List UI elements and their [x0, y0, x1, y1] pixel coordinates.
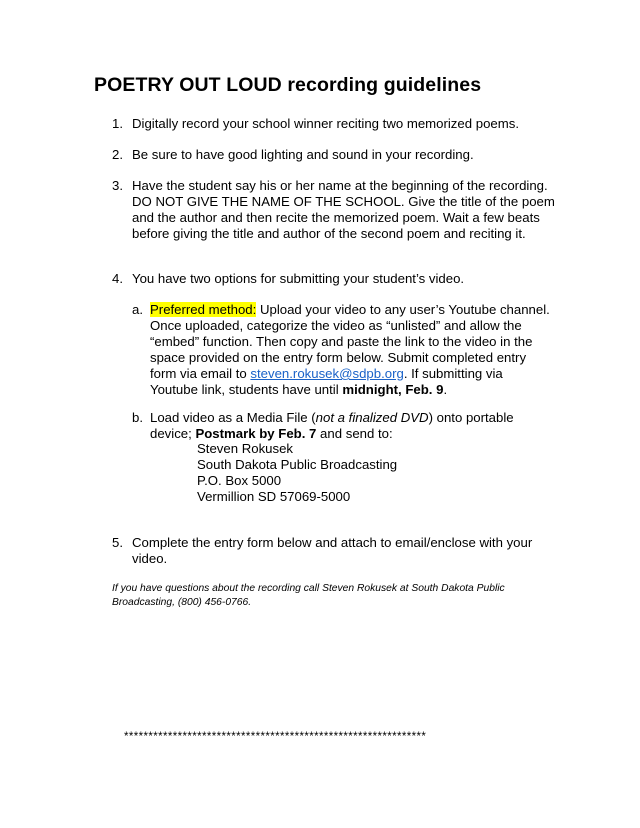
list-number: 5.	[112, 535, 123, 550]
mailing-address	[197, 441, 397, 505]
option-b-text: Load video as a Media File (not a finalized DVD) onto portable device; Postmark by Feb. 7 and send to:	[150, 410, 514, 441]
address-line: P.O. Box 5000	[197, 473, 282, 488]
italic-note: not a finalized DVD	[315, 410, 429, 425]
list-text: Complete the entry form below and attach to email/enclose with your video.	[132, 535, 533, 566]
separator-line: **************************************************************	[124, 731, 427, 743]
option-label: a.	[132, 302, 143, 317]
preferred-method-highlight: Preferred method:	[150, 302, 257, 317]
option-a-text: Preferred method: Upload your video to any user’s Youtube channel. Once uploaded, categorize the video as “unlisted” and allow the “embed” function. Then copy and paste the link to the video in the space provided on the entry form below. Submit completed entry form via email to steven.rokusek@sdpb.org. If submitting via Youtube link, students have until midnight, Feb. 9.	[150, 302, 550, 397]
list-number: 2.	[112, 147, 123, 162]
list-text: Have the student say his or her name at the beginning of the recording. DO NOT GIVE THE NAME OF THE SCHOOL. Give the title of the poem and the author and then recite the memorized poem. Wait a few beats before giving the title and author of the second poem and reciting it.	[132, 178, 555, 241]
address-line: Vermillion SD 57069-5000	[197, 489, 351, 504]
list-number: 1.	[112, 116, 123, 131]
postmark-text: Postmark by Feb. 7	[195, 426, 317, 441]
option-label: b.	[132, 410, 143, 425]
email-link[interactable]: steven.rokusek@sdpb.org	[250, 366, 404, 381]
contact-note: If you have questions about the recording call Steven Rokusek at South Dakota Public Broadcasting, (800) 456-0766.	[112, 583, 505, 608]
list-text: Digitally record your school winner reciting two memorized poems.	[132, 116, 519, 131]
address-line: Steven Rokusek	[197, 441, 294, 456]
list-text: You have two options for submitting your student’s video.	[132, 271, 465, 286]
list-text: Be sure to have good lighting and sound in your recording.	[132, 147, 474, 162]
address-line: South Dakota Public Broadcasting	[197, 457, 398, 472]
page-title: POETRY OUT LOUD recording guidelines	[94, 74, 482, 96]
deadline-text: midnight, Feb. 9	[342, 382, 444, 397]
list-number: 3.	[112, 178, 123, 193]
list-number: 4.	[112, 271, 123, 286]
